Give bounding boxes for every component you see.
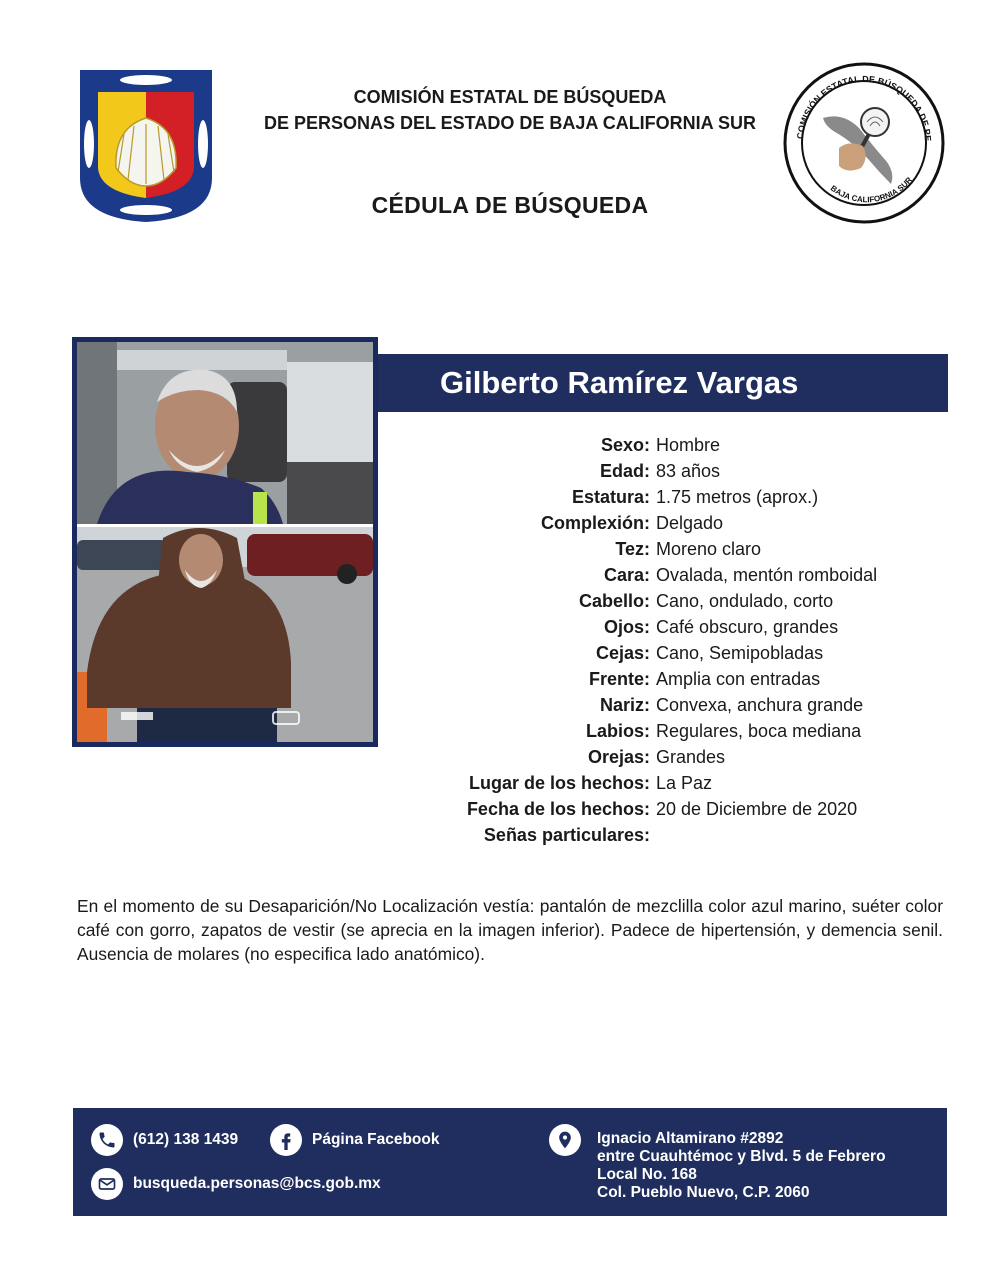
facebook-icon [270,1124,302,1156]
email-contact[interactable] [91,1168,381,1200]
detail-value: Amplia con entradas [656,669,821,689]
detail-value: 20 de Diciembre de 2020 [656,799,858,819]
detail-label: Cejas: [595,643,650,663]
detail-row [380,666,940,692]
detail-label: Tez: [615,539,650,559]
address-line: Local No. 168 [597,1166,697,1183]
facebook-label: Página Facebook [312,1131,440,1148]
state-coat-of-arms [78,68,214,224]
office-address [597,1130,886,1202]
mail-icon [91,1168,123,1200]
detail-row [380,692,940,718]
detail-value: Hombre [656,435,721,455]
svg-text:COMISIÓN ESTATAL DE BÚSQUEDA D: COMISIÓN ESTATAL DE BÚSQUEDA DE PE [795,73,934,142]
detail-row [380,484,940,510]
institution-title-line1: COMISIÓN ESTATAL DE BÚSQUEDA [353,87,667,107]
commission-seal-logo [783,62,945,224]
detail-value: La Paz [656,773,713,793]
detail-value: Cano, ondulado, corto [656,591,834,611]
detail-value: 1.75 metros (aprox.) [656,487,819,507]
institution-title [230,84,790,136]
phone-number: (612) 138 1439 [133,1131,239,1148]
detail-row [380,458,940,484]
detail-label: Cara: [603,565,650,585]
detail-value: Convexa, anchura grande [656,695,864,715]
facebook-link[interactable] [270,1124,439,1156]
detail-value [656,822,940,848]
detail-value: Regulares, boca mediana [656,721,862,741]
detail-value: Ovalada, mentón romboidal [656,565,878,585]
detail-label: Cabello: [578,591,650,611]
contact-footer [73,1108,947,1216]
detail-row [380,718,940,744]
detail-row [380,510,940,536]
person-name: Gilberto Ramírez Vargas [440,365,799,400]
detail-value: Delgado [656,513,724,533]
location-pin-icon [549,1124,581,1156]
detail-row [380,744,940,770]
detail-label: Complexión: [540,513,650,533]
detail-label: Labios: [585,721,650,741]
email-address: busqueda.personas@bcs.gob.mx [133,1175,381,1192]
detail-label: Fecha de los hechos: [466,799,650,819]
detail-label: Ojos: [603,617,650,637]
document-subtitle: CÉDULA DE BÚSQUEDA [371,192,649,218]
detail-label: Orejas: [587,747,650,767]
missing-person-photo-frame [72,337,378,747]
detail-label: Lugar de los hechos: [468,773,650,793]
disappearance-description: En el momento de su Desaparición/No Localización vestía: pantalón de mezclilla color azul marino, suéter color café con gorro, zapatos de vestir (se aprecia en la imagen inferior). Padece de hipertensión, y demencia senil. Ausencia de molares (no especifica lado anatómico). [77,896,943,964]
detail-row [380,640,940,666]
detail-row [380,770,940,796]
address-line: entre Cuauhtémoc y Blvd. 5 de Febrero [597,1148,886,1165]
detail-row [380,536,940,562]
detail-value: Cano, Semipobladas [656,643,824,663]
detail-label: Nariz: [599,695,650,715]
detail-label: Frente: [588,669,650,689]
detail-label: Sexo: [600,435,650,455]
detail-label: Señas particulares: [483,825,650,845]
institution-title-line2: DE PERSONAS DEL ESTADO DE BAJA CALIFORNIA SUR [263,113,757,133]
detail-row [380,562,940,588]
detail-label: Edad: [599,461,650,481]
detail-row [380,588,940,614]
person-name-banner [378,354,948,412]
svg-text:BAJA CALIFORNIA SUR: BAJA CALIFORNIA SUR [828,175,914,205]
detail-value: Grandes [656,747,726,767]
location-pin [549,1124,591,1156]
detail-row [380,822,940,848]
missing-person-photo [77,342,373,742]
detail-row [380,796,940,822]
phone-icon [91,1124,123,1156]
detail-label: Estatura: [571,487,650,507]
person-details [380,432,940,848]
detail-value: 83 años [656,461,721,481]
detail-row [380,614,940,640]
detail-row [380,432,940,458]
address-line: Ignacio Altamirano #2892 [597,1130,784,1147]
detail-value: Café obscuro, grandes [656,617,839,637]
detail-value: Moreno claro [656,539,762,559]
address-line: Col. Pueblo Nuevo, C.P. 2060 [597,1184,810,1201]
phone-contact[interactable] [91,1124,238,1156]
